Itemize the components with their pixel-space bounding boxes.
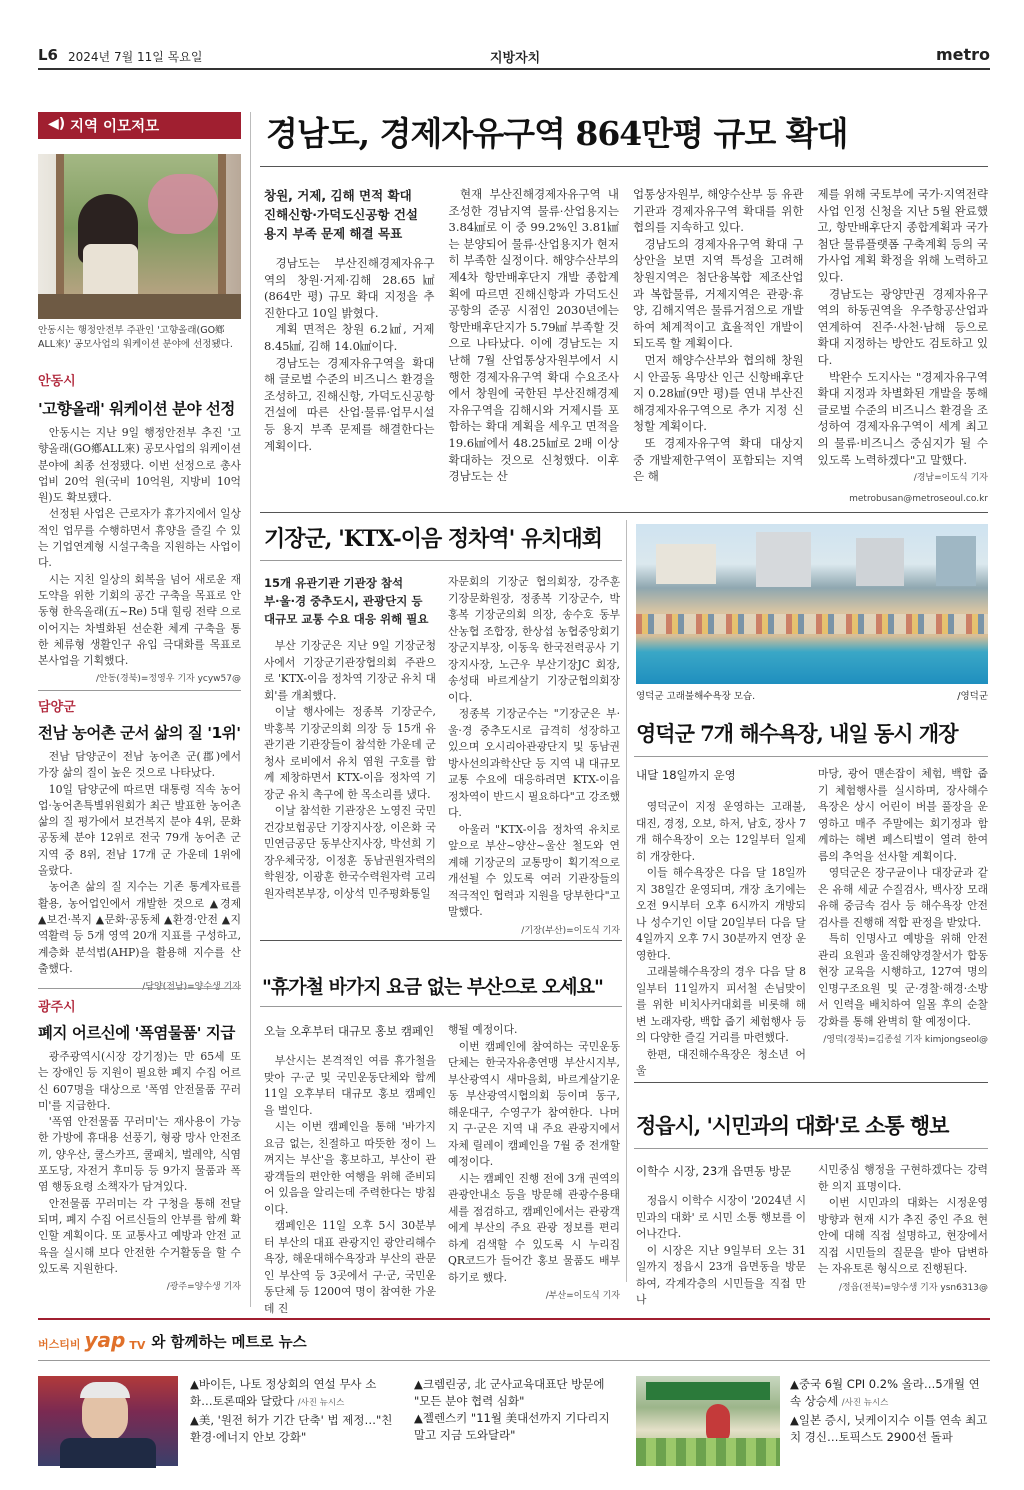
- region-name: 담양군: [38, 700, 76, 715]
- paragraph: 시는 이번 캠페인을 통해 '바가지요금 없는, 친절하고 따뜻한 정이 느껴지는 부산'을 홍보하고, 부산이 관광객들의 편안한 여행을 위해 준비되어 있음을 알리는데 주력한다는 방침이다.: [264, 1120, 436, 1216]
- photo-credit: /영덕군: [957, 691, 988, 702]
- sidebar-item: [38, 370, 241, 684]
- paragraph: 부산시는 본격적인 여름 휴가철을 맞아 구·군 및 국민운동단체와 함께 11일 오후부터 대규모 홍보 캠페인을 벌인다.: [264, 1054, 436, 1117]
- paragraph: 아울러 "KTX-이음 정차역 유치로 앞으로 부산~양산~울산 철도와 연계해 기장군의 교통망이 획기적으로 개선될 수 있도록 여러 기관장들의 적극적인 협력과 지원을 당부한다"고 말했다.: [448, 822, 620, 918]
- paragraph: 이날 참석한 기관장은 노영진 국민건강보험공단 기장지사장, 이은화 국민연금공단 동부산지사장, 박선희 기장우체국장, 이정훈 동남권원자력의학원장, 이광훈 한국수력원자력 고리원자력본부장, 이상석 민주평화통일: [264, 804, 436, 900]
- paragraph: 박완수 도지사는 "경제자유구역 확대 지정과 차별화된 개발을 통해 글로벌 수준의 비즈니스 환경을 조성하여 경제자유구역이 세계 최고의 물류·비즈니스 중심지가 될 수 있도록 노력하겠다"고 말했다.: [817, 369, 988, 467]
- footer-news-col: [414, 1376, 624, 1444]
- byline: /정읍(전북)=양수생 기자 ysn6313@: [838, 1282, 988, 1293]
- byline: /광주=양수생 기자: [166, 1282, 241, 1293]
- footer-news-item[interactable]: ▲美, '원전 허가 기간 단축' 법 제정…"친환경·에너지 안보 강화": [190, 1413, 393, 1444]
- footer-news-item[interactable]: ▲중국 6월 CPI 0.2% 올라…5개월 연속 상승세 /사진 뉴시스: [790, 1377, 980, 1408]
- paragraph: 경남도는 광양만권 경제자유구역의 하동권역을 우주항공산업과 연계하여 진주·사천·남해 등으로 확대 지정하는 방안도 검토하고 있다.: [817, 286, 988, 367]
- sidebar-item: [38, 996, 241, 1292]
- article2-body: [264, 574, 620, 936]
- paragraph: 시는 캠페인 진행 전에 3개 권역의 관광안내소 등을 방문해 관광수용태세를 점검하고, 캠페인에서는 관광객에게 부산의 주요 관광 정보를 편리하게 검색할 수 있도록 시 누리집 QR코드가 들어간 홍보 물품도 배부하기로 했다.: [448, 1171, 620, 1284]
- page-header: [38, 44, 990, 66]
- article1-body: [264, 186, 988, 512]
- paragraph: 먼저 해양수산부와 협의해 창원시 안골동 욕망산 인근 신항배후단지 0.28㎢(9만 평)를 연내 부산진해경제자유구역으로 추가 지정 신청할 계획이다.: [633, 352, 804, 434]
- paragraph: 시민중심 행정을 구현하겠다는 강력한 의지 표명이다.: [818, 1163, 988, 1193]
- email: metrobusan@metroseoul.co.kr: [849, 493, 988, 504]
- paragraph: '폭염 안전물품 꾸러미'는 재사용이 가능한 가방에 휴대용 선풍기, 형광 망사 안전조끼, 양우산, 쿨스카프, 쿨패치, 벌레약, 식염포도당, 자전거 후미등 등 9가지 물품과 폭염 행동요령 소책자가 담겨있다.: [38, 1115, 241, 1194]
- byline: /부산=이도식 기자: [545, 1291, 620, 1301]
- paragraph: 이날 행사에는 정종복 기장군수, 박홍복 기장군의회 의장 등 15개 유관기관 기관장들이 참석한 가운데 군청사 로비에서 유치 염원 구호를 함께 제창하면서 KTX-이음 정차역 기장군 유치 촉구에 한 목소리를 냈다.: [264, 705, 436, 801]
- paragraph: 영덕군이 지정 운영하는 고래불, 대진, 경정, 오보, 하저, 남호, 장사 7개 해수욕장이 오는 12일부터 일제히 개장한다.: [636, 800, 806, 863]
- article2-headline: 기장군, 'KTX-이음 정차역' 유치대회: [264, 526, 603, 552]
- footer-news-col: [190, 1376, 396, 1446]
- footer-news-item[interactable]: ▲젤렌스키 "11월 美대선까지 기다리지 말고 지금 도와달라": [414, 1411, 610, 1442]
- byline: /기장(부산)=이도식 기자: [521, 925, 620, 936]
- paragraph: 행될 예정이다.: [448, 1023, 518, 1036]
- paragraph: 한편, 대진해수욕장은 청소년 어울: [636, 1047, 806, 1077]
- footer-title: 와 함께하는 메트로 뉴스: [151, 1335, 307, 1351]
- paragraph: 농어촌 삶의 질 지수는 기존 통계자료를 활용, 농어업인에서 개발한 것으로 ▲경제 ▲보건·복지 ▲문화·공동체 ▲환경·안전 ▲지역활력 등 5개 영역 20개 지표를 구성하고, 계층화 분석법(AHP)을 활용해 지수를 산출했다.: [38, 880, 241, 975]
- sidebar-item: [38, 696, 241, 992]
- paragraph: 시는 지친 일상의 회복을 넘어 새로운 재도약을 위한 기회의 공간 구축을 목표로 안동형 한옥올래(五~Re) 5대 힐링 전략 으로 이어지는 차별화된 선순환 체계 구축을 통한 체류형 생활인구 유입 극대화를 목표로 본사업을 기획했다.: [38, 572, 241, 668]
- footer-news-item[interactable]: ▲크렘린궁, 北 군사교육대표단 방문에 "모든 분야 협력 심화": [414, 1377, 605, 1408]
- region-name: 광주시: [38, 1000, 76, 1015]
- photo-caption: 영덕군 고래불해수욕장 모습.: [636, 691, 756, 702]
- subhead: 오늘 오후부터 대규모 홍보 캠페인: [264, 1024, 435, 1038]
- article3-headline: 영덕군 7개 해수욕장, 내일 동시 개장: [636, 721, 958, 746]
- paragraph: 안동시는 지난 9일 행정안전부 추진 '고향올래(GO鄕ALL來) 공모사업의 워케이션 분야에 최종 선정됐다. 이번 선정으로 총사업비 20억 원(국비 10억원, 지방비 10억원)도 확보됐다.: [38, 426, 241, 505]
- article3-body: [636, 766, 988, 1077]
- paragraph: 경남도는 부산진해경제자유구역의 창원·거제·김해 28.65㎢(864만 평) 규모 확대 지정을 추진한다고 10일 밝혔다.: [264, 256, 435, 320]
- issue-date: 2024년 7월 11일 목요일: [68, 50, 203, 64]
- paragraph: 또 경제자유구역 확대 대상지 중 개발제한구역이 포함되는 지역은 해: [633, 435, 804, 484]
- page-number: L6: [38, 46, 58, 64]
- speaker-icon: ◀): [48, 116, 66, 132]
- paragraph: 경남도는 경제자유구역을 확대해 글로벌 수준의 비즈니스 환경을 조성하고, 진해신항, 가덕도신공항 건설에 따른 산업·물류·업무시설 등 용지 부족 문제를 해결한다는 계획이다.: [264, 355, 435, 453]
- market-photo: [636, 1376, 780, 1466]
- sidebar-item-title: '고향올래' 워케이션 분야 선정: [38, 400, 235, 418]
- subhead: 이학수 시장, 23개 읍면동 방문: [636, 1164, 792, 1178]
- paragraph: 이번 시민과의 대화는 시정운영 방향과 현재 시가 추진 중인 주요 현안에 대해 직접 설명하고, 현장에서 직접 시민들의 질문을 받아 답변하는 자유토론 형식으로 진행된다.: [818, 1196, 988, 1275]
- sidebar-photo: [38, 154, 241, 319]
- footer-news-item[interactable]: ▲바이든, 나토 정상회의 연설 무사 소화…토론때와 달랐다 /사진 뉴시스: [190, 1377, 377, 1408]
- byline: /안동(경북)=정영우 기자 ycyw57@: [96, 674, 241, 685]
- article4-body: [264, 1022, 620, 1315]
- paragraph: 광주광역시(시장 강기정)는 만 65세 또는 장애인 등 지원이 필요한 폐지 수집 어르신 607명을 대상으로 '폭염 안전물품 꾸러미'를 지급한다.: [38, 1050, 241, 1112]
- paragraph: 업통상자원부, 해양수산부 등 유관기관과 경제자유구역 확대를 위한 협의를 지속하고 있다.: [633, 187, 804, 235]
- tv-logo: TV: [129, 1339, 146, 1352]
- bustv-brand: 버스티비: [38, 1338, 81, 1351]
- paragraph: 특히 인명사고 예방을 위해 안전관리 요원과 울진해양경찰서가 합동 현장 교육을 시행하고, 127여 명의 인명구조요원 및 군·경찰·해경·소방서 인력을 배치하여 일몰 후의 순찰 강화를 통해 완벽히 할 예정이다.: [818, 932, 988, 1028]
- footer-news-item[interactable]: ▲일본 증시, 닛케이지수 이틀 연속 최고치 경신…토픽스도 2900선 돌파: [790, 1413, 988, 1444]
- paragraph: 선정된 사업은 근로자가 휴가지에서 일상적인 업무를 수행하면서 휴양을 즐길 수 있는 기업연계형 시설구축을 지원하는 사업이다.: [38, 507, 241, 570]
- paragraph: 마당, 광어 맨손잡이 체험, 백합 줍기 체험행사를 실시하며, 장사해수욕장은 상시 어린이 버블 풀장을 운영하고 매주 주말에는 회기정과 함께하는 해변 페스티벌이 열려 한여름의 추억을 선사할 계획이다.: [818, 767, 988, 863]
- paragraph: 자문회의 기장군 협의회장, 강주훈 기장문화원장, 정종복 기장군수, 박홍복 기장군의회 의장, 송수호 동부산농협 조합장, 한상섭 농협중앙회기장군지부장, 이동욱 한국전력공사 기장지사장, 노근우 부산기장JC 회장, 송성태 바르게살기 기장군협의회장이다.: [448, 575, 620, 704]
- beach-photo: [636, 524, 988, 684]
- footer-news-col: [790, 1376, 988, 1446]
- paragraph: 이들 해수욕장은 다음 달 18일까지 38일간 운영되며, 개장 초기에는 오전 9시부터 오후 6시까지 개방되나 성수기인 이달 20일부터 다음 달 4일까지 오후 7시 30분까지 연장 운영한다.: [636, 866, 806, 962]
- metro-logo: metro: [935, 45, 990, 64]
- paragraph: 10일 담양군에 따르면 대통령 직속 농어업·농어촌특별위원회가 최근 발표한 농어촌 삶의 질 평가에서 보건복지 분야 4위, 문화공동체 분야 12위로 전국 79개 농어촌 군 지역 중 8위, 전남 17개 군 가운데 1위에 올랐다.: [38, 782, 241, 878]
- sidebar-item-title: 전남 농어촌 군서 삶의 질 '1위': [38, 724, 241, 742]
- yap-logo: yap: [84, 1328, 126, 1352]
- paragraph: 이 시장은 지난 9일부터 오는 31일까지 정읍시 23개 읍면동을 방문하여, 각계각층의 시민들을 직접 만나: [636, 1243, 806, 1306]
- paragraph: 정종복 기장군수는 "기장군은 부·울·경 중추도시로 급격히 성장하고 있으며 오시리아관광단지 및 동남권방사선의과학산단 등 지역 내 대규모 교통 수요에 대응하려면 KTX-이음 정차역이 반드시 필요하다"고 강조했다.: [448, 707, 620, 819]
- sidebar: [38, 112, 241, 1307]
- subhead: 내달 18일까지 운영: [636, 768, 736, 782]
- region-name: 안동시: [38, 374, 76, 389]
- byline: /영덕(경북)=김종설 기자 kimjongseol@: [823, 1035, 988, 1045]
- paragraph: 부산 기장군은 지난 9일 기장군청 사에서 기장군기관장협의회 주관으로 'KTX-이음 정차역 기장군 유치 대회'를 개최했다.: [264, 639, 436, 702]
- paragraph: 경남도의 경제자유구역 확대 구상안을 보면 지역 특성을 고려해 창원지역은 첨단융복합 제조산업과 복합물류, 거제지역은 관광·휴양, 김해지역은 물류거점으로 개발하여 체계적이고 효율적인 개발이 되도록 할 계획이다.: [633, 236, 804, 351]
- sidebar-photo-caption: 안동시는 행정안전부 주관인 '고향올래(GO鄕ALL來)' 공모사업의 워케이션 분야에 선정됐다.: [38, 325, 233, 350]
- section-name: 지방자치: [490, 51, 541, 66]
- sidebar-item-title: 폐지 어르신에 '폭염물품' 지급: [38, 1024, 235, 1042]
- subhead: 창원, 거제, 김해 면적 확대 진해신항·가덕도신공항 건설 용지 부족 문제 해결 목표: [264, 188, 419, 241]
- sidebar-label: ◀) 지역 이모저모: [38, 112, 241, 139]
- paragraph: 안전물품 꾸러미는 각 구청을 통해 전달되며, 폐지 수집 어르신들의 안부를 함께 확인할 계획이다. 또 교통사고 예방과 안전 교육을 실시해 보다 안전한 수거활동을 할 수 있도록 지원한다.: [38, 1196, 241, 1275]
- biden-photo: [38, 1376, 178, 1466]
- paragraph: 제를 위해 국토부에 국가·지역전략사업 인정 신청을 지난 5월 완료했고, 항만배후단지 종합계획과 국가 첨단 물류플랫폼 구축계획 등의 국가사업 계획 확정을 위해 노력하고 있다.: [817, 187, 988, 284]
- footer-header: [38, 1326, 307, 1352]
- byline: [38, 979, 241, 992]
- paragraph: 영덕군은 장구균이나 대장균과 같은 유해 세균 수질검사, 백사장 모래 유해 중금속 검사 등 해수욕장 안전검사를 진행해 적합 판정을 받았다.: [818, 866, 988, 929]
- article4-headline: "휴가철 바가지 요금 없는 부산으로 오세요": [262, 976, 603, 998]
- paragraph: 이번 캠페인에 참여하는 국민운동단체는 한국자유총연맹 부산시지부, 부산광역시 새마을회, 바르게살기운동 부산광역시협의회 등이며 동구, 해운대구, 수영구가 참여한다. 나머지 구·군은 지역 내 주요 관광지에서 자체 릴레이 캠페인을 7월 중 전개할 예정이다.: [448, 1039, 620, 1168]
- paragraph: 캠페인은 11일 오후 5시 30분부터 부산의 대표 관광지인 광안리해수욕장, 해운대해수욕장과 부산의 관문인 부산역 등 3곳에서 구·군, 국민운동단체 등 1200여 명이 참여한 가운데 진: [264, 1219, 436, 1315]
- paragraph: 정읍시 이학수 시장이 '2024년 시민과의 대화' 로 시민 소통 행보를 이어나간다.: [636, 1194, 806, 1240]
- paragraph: 현재 부산진해경제자유구역 내 조성한 경남지역 물류·산업용지는 3.84㎢로 이 중 99.2%인 3.81㎢는 분양되어 물류·산업용지가 현저히 부족한 실정이다. 해양수산부의 제4차 항만배후단지 개발 종합계획에 따르면 진해신항과 가덕도신공항의 준공 시점인 2030년에는 항만배후단지가 5.79㎢ 부족할 것으로 나타났다. 이에 경남도는 지난해 7월 산업통상자원부에서 시행한 경제자유구역 확대 수요조사에서 창원에 국한된 부산진해경제자유구역을 김해시와 거제시를 포함하는 확대 계획을 세우고 면적을 19.6㎢에서 48.25㎢로 2배 이상 확대하는 것으로 신청했다. 이후 경남도는 산: [448, 187, 619, 484]
- paragraph: 고래불해수욕장의 경우 다음 달 8일부터 11일까지 피서철 손님맞이를 위한 비치사커대회를 비롯해 해변 노래자랑, 백합 줍기 체험행사 등의 다양한 즐길 거리를 마련했다.: [636, 965, 806, 1044]
- byline: /경남=이도식 기자: [913, 473, 988, 484]
- article5-body: [636, 1162, 988, 1307]
- paragraph: 전남 담양군이 전남 농어촌 군(郡)에서 가장 삶의 질이 높은 것으로 나타났다.: [38, 750, 241, 780]
- subhead: 15개 유관기관 기관장 참석 부·울·경 중추도시, 관광단지 등 대규모 교통 수요 대응 위해 필요: [264, 576, 429, 626]
- paragraph: 계획 면적은 창원 6.2㎢, 거제 8.45㎢, 김해 14.0㎢이다.: [264, 322, 435, 353]
- article1-headline: 경남도, 경제자유구역 864만평 규모 확대: [266, 114, 848, 153]
- article5-headline: 정읍시, '시민과의 대화'로 소통 행보: [636, 1113, 949, 1138]
